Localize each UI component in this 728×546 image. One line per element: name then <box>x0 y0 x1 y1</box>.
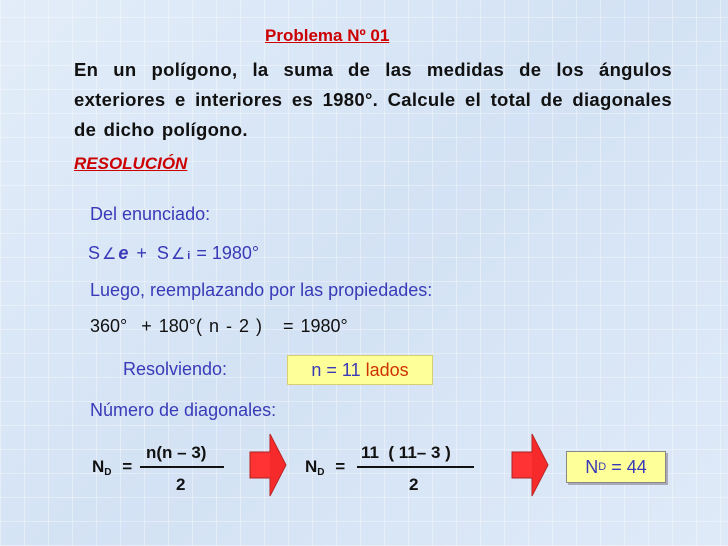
formula1-lhs <box>92 457 132 478</box>
final-n: N <box>585 456 599 477</box>
property-equation: 360° + 180°( n - 2 ) = 1980° <box>90 316 348 336</box>
formula1-numerator: n(n – 3) <box>146 443 207 462</box>
formula2-fraction-bar <box>357 466 474 468</box>
resolution-heading: RESOLUCIÓN <box>74 154 188 173</box>
problem-statement: En un polígono, la suma de las medidas de los ángulos exteriores e interiores es 1980°. Calcule el total de diagonales de dicho polígono. <box>74 59 672 140</box>
formula1-sub: D <box>104 467 112 478</box>
formula1-eq: = <box>122 457 133 476</box>
from-statement-label: Del enunciado: <box>90 204 211 224</box>
problem-title: Problema Nº 01 <box>265 26 390 45</box>
angle-symbol: ∠ <box>170 246 186 263</box>
solving-label: Resolviendo: <box>123 359 228 379</box>
final-value: = 44 <box>611 456 647 477</box>
n-value: n = 11 <box>311 359 361 380</box>
final-sub: D <box>598 461 607 473</box>
formula2-n: N <box>305 457 318 476</box>
formula2-sub: D <box>317 467 325 478</box>
diagonals-label: Número de diagonales: <box>90 400 277 420</box>
formula1-fraction-bar <box>140 466 224 468</box>
interior-subscript: i <box>187 250 191 262</box>
right-arrow-icon <box>248 432 288 498</box>
formula2-eq: = <box>335 457 346 476</box>
formula1-n: N <box>92 457 105 476</box>
then-label: Luego, reemplazando por las propiedades: <box>90 280 433 300</box>
formula1-denominator: 2 <box>176 475 186 494</box>
formula2-denominator: 2 <box>409 475 419 494</box>
formula2-numerator: 11 ( 11– 3 ) <box>361 443 451 462</box>
sum-s2: S <box>156 243 169 263</box>
final-result-box <box>566 451 666 483</box>
plus-sign: + <box>136 243 147 263</box>
n-result-box <box>287 355 433 385</box>
sum-s1: S <box>88 243 101 263</box>
sum-equation <box>88 243 259 264</box>
sum-rhs: = 1980° <box>196 243 260 263</box>
angle-symbol: ∠ <box>102 246 117 263</box>
formula2-lhs <box>305 457 345 478</box>
n-unit: lados <box>365 359 409 380</box>
right-arrow-icon <box>510 432 550 498</box>
exterior-symbol: e <box>118 243 129 263</box>
